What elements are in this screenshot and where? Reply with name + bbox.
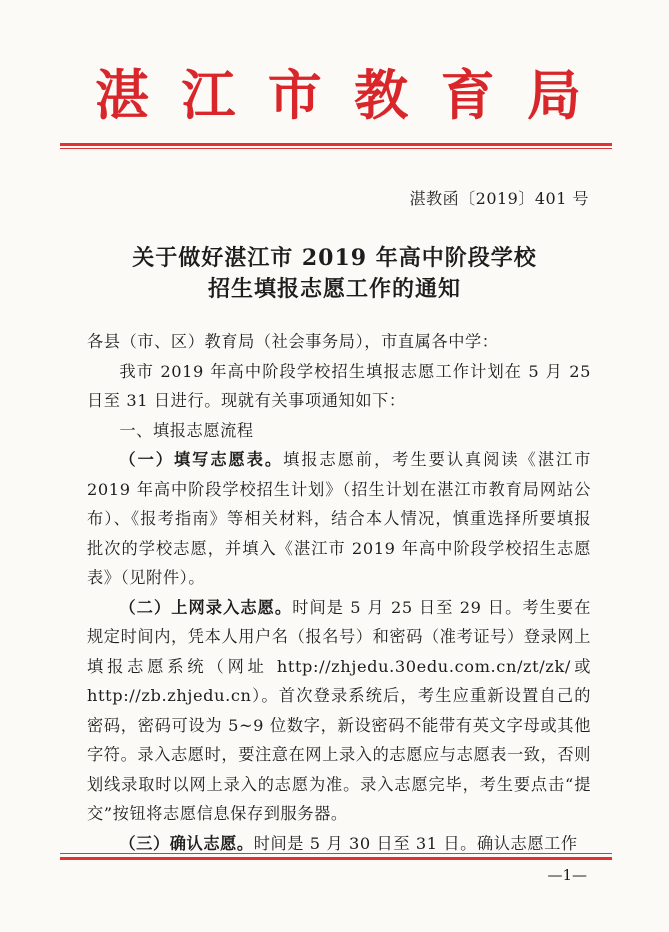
intro-paragraph: 我市 2019 年高中阶段学校招生填报志愿工作计划在 5 月 25 日至 31 日进行。现就有关事项通知如下： [87, 361, 591, 410]
masthead-char: 教 [354, 63, 409, 127]
salutation: 各县（市、区）教育局（社会事务局），市直属各中学： [87, 332, 499, 351]
item-3-text: 时间是 5 月 30 日至 31 日。确认志愿工作 [253, 833, 578, 853]
header-rule-thick [60, 143, 612, 146]
page-number: —1— [547, 866, 587, 884]
footer-rule-thick [60, 857, 612, 860]
masthead-char: 湛 [95, 63, 149, 127]
item-2-paragraph [87, 593, 591, 829]
item-1-label: （一）填写志愿表。 [119, 450, 284, 469]
masthead-char: 局 [526, 63, 581, 127]
masthead-char: 育 [440, 63, 495, 127]
masthead [92, 60, 584, 130]
document-number: 湛教函〔2019〕401 号 [409, 189, 589, 208]
item-2-label: （二）上网录入志愿。 [119, 597, 293, 617]
title-line-2: 招生填报志愿工作的通知 [207, 276, 461, 302]
item-3-label: （三）确认志愿。 [119, 833, 254, 853]
masthead-char: 市 [267, 63, 322, 127]
header-rule-thin [60, 148, 612, 149]
footer-rule-thin [60, 853, 612, 854]
section-heading: 一、填报志愿流程 [119, 420, 254, 440]
title-line-1: 关于做好湛江市 2019 年高中阶段学校 [132, 245, 537, 271]
item-1-text: 填报志愿前，考生要认真阅读《湛江市 2019 年高中阶段学校招生计划》（招生计划在湛江市教育局网站公布）、《报考指南》等相关材料，结合本人情况，慎重选择所要填报批次的学校志愿，并填入《湛江市 2019 年高中阶段学校招生志愿表》（见附件）。 [87, 450, 591, 587]
item-1-paragraph [87, 445, 591, 593]
masthead-char: 江 [181, 63, 236, 127]
document-body [87, 327, 591, 858]
item-2-text: 时间是 5 月 25 日至 29 日。考生要在规定时间内，凭本人用户名（报名号）和密码（准考证号）登录网上填报志愿系统（网址 http://zhjedu.30edu.com.cn/zt/zk/或 http://zb.zhjedu.cn）。首次登录系统后，考生应重新设置自己的密码，密码可设为 5~9 位数字，新设密码不能带有英文字母或其他字符。录入志愿时，要注意在网上录入的志愿应与志愿表一致，否则划线录取时以网上录入的志愿为准。录入志愿完毕，考生要点击“提交”按钮将志愿信息保存到服务器。 [87, 597, 592, 823]
